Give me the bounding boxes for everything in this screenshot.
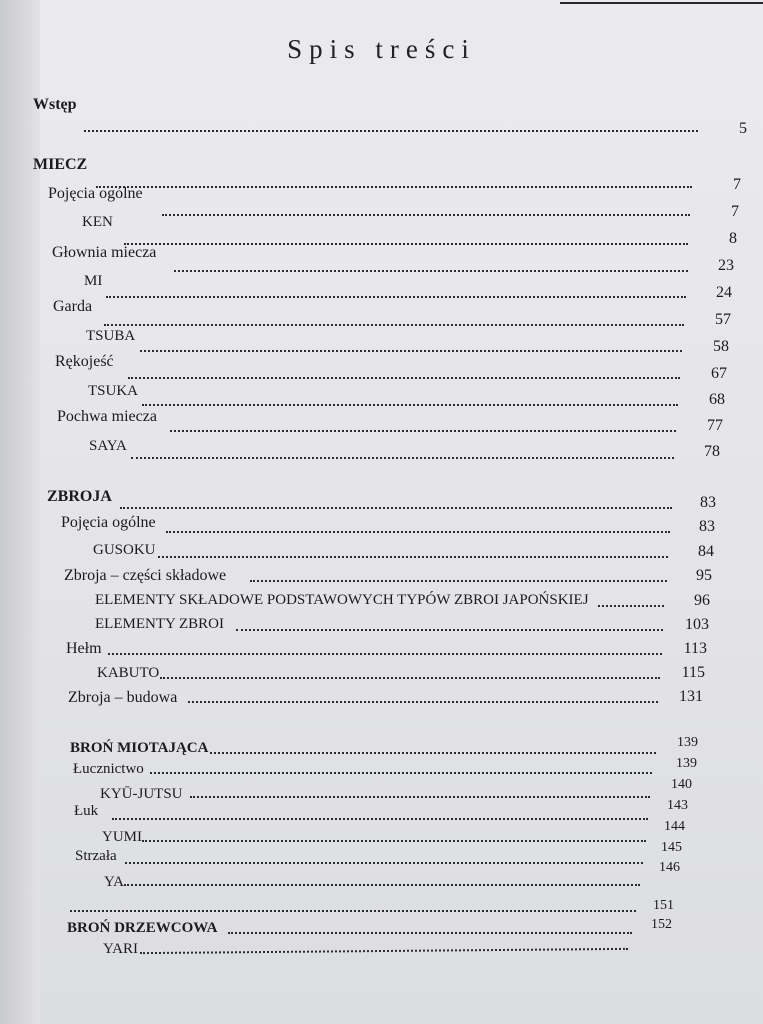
toc-page-number: 146 — [659, 860, 680, 875]
toc-leader — [150, 772, 652, 774]
toc-page-number: 78 — [704, 443, 720, 460]
toc-page-number: 152 — [651, 917, 672, 932]
toc-section-heading: BROŃ DRZEWCOWA — [67, 920, 218, 936]
toc-entry-text: SAYA — [89, 438, 127, 454]
toc-entry-text: YUMI — [102, 829, 142, 845]
toc-leader — [162, 214, 690, 216]
toc-section-heading: MIECZ — [33, 156, 88, 173]
toc-entry-text: ELEMENTY SKŁADOWE PODSTAWOWYCH TYPÓW ZBROI JAPOŃSKIEJ — [95, 592, 589, 608]
toc-leader — [140, 350, 682, 352]
toc-leader — [96, 186, 692, 188]
toc-entry-text: Łucznictwo — [73, 761, 144, 777]
toc-page-number: 145 — [661, 840, 682, 855]
toc-page-number: 95 — [696, 567, 712, 584]
toc-page-number: 7 — [731, 203, 739, 220]
toc-leader — [166, 531, 670, 533]
toc-entry-text: KABUTO — [97, 665, 160, 681]
toc-page-number: 143 — [667, 798, 688, 813]
toc-leader — [108, 653, 662, 655]
toc-page-number: 57 — [715, 311, 731, 328]
toc-leader — [124, 243, 688, 245]
toc-page-number: 139 — [677, 735, 698, 750]
toc-leader — [106, 296, 686, 298]
toc-entry-text: Rękojeść — [55, 353, 114, 370]
toc-leader — [131, 457, 674, 459]
toc-entry-text: Hełm — [66, 640, 102, 657]
toc-entry-text: YA — [104, 874, 125, 890]
toc-entry-text: Pojęcia ogólne — [48, 185, 143, 202]
toc-page-number: 131 — [679, 688, 703, 705]
toc-entry-text: KYŪ-JUTSU — [100, 786, 183, 802]
toc-section-heading: ZBROJA — [47, 488, 112, 505]
toc-leader — [120, 507, 672, 509]
toc-entry-text: GUSOKU — [93, 542, 156, 558]
toc-page-number: 140 — [671, 777, 692, 792]
toc-page-number: 83 — [700, 494, 716, 511]
toc-entry-text: Głownia miecza — [52, 244, 157, 261]
toc-page-number: 58 — [713, 338, 729, 355]
page-title: Spis treści — [287, 34, 476, 64]
toc-entry-text: YARI — [103, 941, 139, 957]
toc-leader — [142, 404, 678, 406]
toc-leader — [142, 840, 646, 842]
toc-leader — [140, 948, 628, 954]
page-gutter-shadow — [0, 0, 40, 1024]
toc-leader — [170, 430, 676, 432]
toc-leader — [84, 130, 698, 132]
toc-entry-text: Wstęp — [33, 96, 77, 113]
toc-leader — [112, 818, 648, 820]
toc-page-number: 5 — [739, 120, 747, 137]
toc-leader — [124, 884, 640, 886]
toc-page-number: 24 — [716, 284, 732, 301]
toc-leader — [160, 677, 660, 679]
toc-page-number: 77 — [707, 417, 723, 434]
toc-leader — [158, 556, 668, 558]
toc-leader — [70, 910, 636, 912]
toc-leader — [228, 932, 632, 934]
toc-entry-text: TSUBA — [86, 328, 136, 344]
toc-page-number: 83 — [699, 518, 715, 535]
toc-leader — [174, 270, 688, 272]
toc-leader — [104, 324, 684, 326]
toc-page-number: 103 — [685, 616, 709, 633]
toc-page-number: 151 — [653, 898, 674, 913]
toc-leader — [236, 629, 663, 631]
toc-entry-text: Garda — [53, 298, 93, 315]
toc-leader — [188, 701, 658, 703]
toc-entry-text: Strzała — [75, 848, 117, 864]
toc-page-number: 96 — [694, 592, 710, 609]
toc-entry-text: KEN — [82, 214, 113, 230]
top-edge-line — [560, 2, 763, 4]
toc-page-number: 23 — [718, 257, 734, 274]
toc-page-number: 8 — [729, 230, 737, 247]
toc-entry-text: Łuk — [74, 803, 99, 819]
toc-entry-text: MI — [84, 273, 103, 289]
toc-leader — [210, 752, 656, 754]
toc-page-number: 67 — [711, 365, 727, 382]
toc-page-number: 7 — [733, 176, 741, 193]
toc-entry-text: TSUKA — [88, 383, 139, 399]
toc-page-number: 139 — [676, 756, 697, 771]
toc-entry-text: Pojęcia ogólne — [61, 514, 156, 531]
toc-entry-text: Zbroja – budowa — [68, 689, 178, 706]
toc-page-number: 84 — [698, 543, 714, 560]
toc-page-number: 113 — [683, 640, 707, 657]
toc-entry-text: ELEMENTY ZBROI — [95, 616, 225, 632]
toc-entry-text: Pochwa miecza — [57, 408, 157, 425]
toc-leader — [128, 377, 680, 379]
toc-page-number: 144 — [664, 819, 685, 834]
toc-leader — [250, 580, 667, 582]
toc-entry-text: Zbroja – części składowe — [64, 567, 227, 584]
toc-page-number: 68 — [709, 391, 725, 408]
toc-section-heading: BROŃ MIOTAJĄCA — [70, 740, 209, 756]
toc-leader — [190, 796, 650, 798]
toc-page-number: 115 — [681, 664, 705, 681]
toc-leader — [125, 862, 643, 864]
